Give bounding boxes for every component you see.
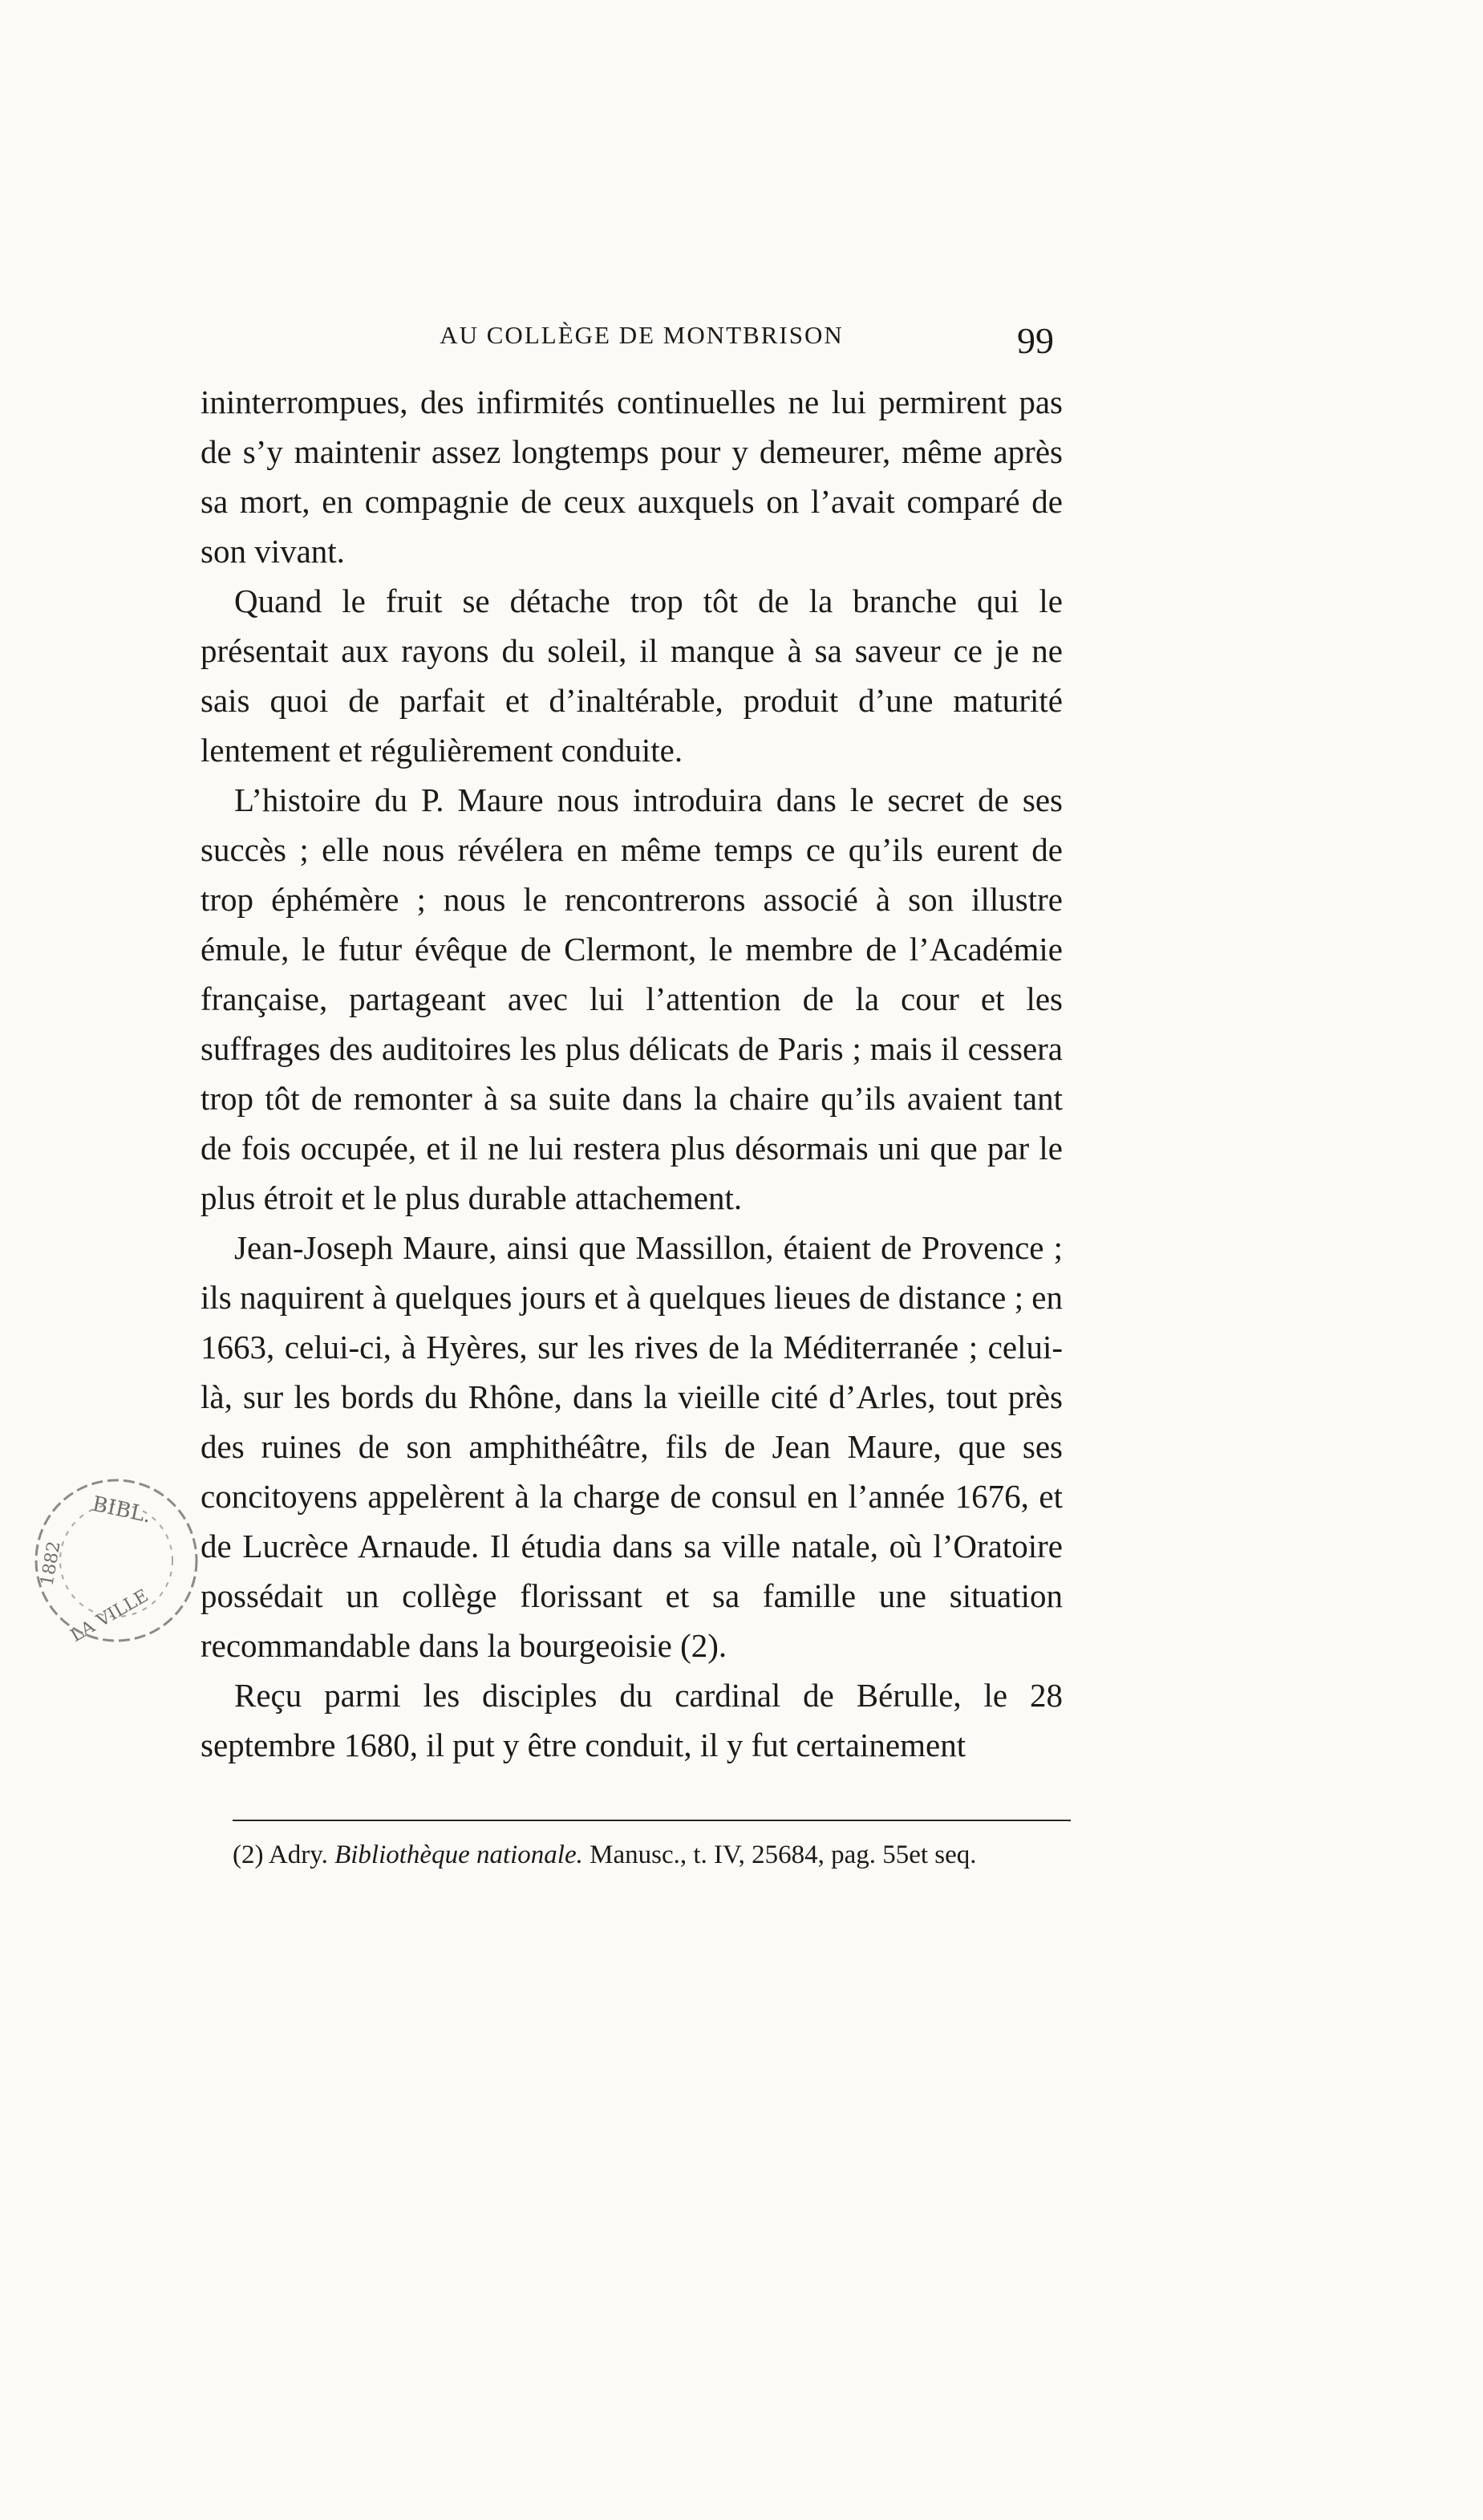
paragraph-3: L’histoire du P. Maure nous introduira dans le secret de ses succès ; elle nous révélera en même temps ce qu’ils eurent de trop éphémère ; nous le rencontrerons associé à son illustre émule, le futur évêque de Clermont, le membre de l’Académie française, partageant avec lui l’attention de la cour et les suffrages des auditoires les plus délicats de Paris ; mais il cessera trop tôt de remonter à sa suite dans la chaire qu’ils avaient tant de fois occupée, et il ne lui restera plus désormais uni que par le plus étroit et le plus durable attachement. xyxy=(201,781,1063,1216)
stamp-top-text: BIBL. xyxy=(90,1491,153,1528)
paragraph-1: ininterrompues, des infirmités continuelles ne lui permirent pas de s’y maintenir assez longtemps pour y demeurer, même après sa mort, en compagnie de ceux auxquels on l’avait comparé de son vivant. xyxy=(201,383,1063,570)
footnote xyxy=(233,1837,1071,1873)
footnote-reference: Manusc., t. IV, 25684, pag. 55et seq. xyxy=(590,1840,977,1869)
library-stamp-icon xyxy=(24,1468,209,1653)
footnote-marker: (2) Adry. xyxy=(233,1840,328,1869)
body-text xyxy=(201,377,1063,1770)
paragraph-5: Reçu parmi les disciples du cardinal de Bérulle, le 28 septembre 1680, il put y être conduit, il y fut certainement xyxy=(201,1677,1063,1763)
page-number: 99 xyxy=(1017,320,1054,361)
footnote-source-title: Bibliothèque nationale. xyxy=(334,1840,583,1869)
stamp-side-text: 1882 xyxy=(37,1540,65,1588)
running-title: AU COLLÈGE DE MONTBRISON xyxy=(440,321,844,349)
paragraph-4: Jean-Joseph Maure, ainsi que Massillon, étaient de Provence ; ils naquirent à quelques jours et à quelques lieues de distance ; en 1663, celui-ci, à Hyères, sur les rives de la Méditerranée ; celui-là, sur les bords du Rhône, dans la vieille cité d’Arles, tout près des ruines de son amphithéâtre, fils de Jean Maure, que ses concitoyens appelèrent à la charge de consul en l’année 1676, et de Lucrèce Arnaude. Il étudia dans sa ville natale, où l’Oratoire possédait un collège florissant et sa famille une situation recommandable dans la bourgeoisie (2). xyxy=(201,1229,1063,1664)
paragraph-2: Quand le fruit se détache trop tôt de la branche qui le présentait aux rayons du soleil, il manque à sa saveur ce je ne sais quoi de parfait et d’inaltérable, produit d’une maturité lentement et régulièrement conduite. xyxy=(201,582,1063,769)
stamp-bottom-text: LA VILLE xyxy=(67,1585,152,1647)
footnote-divider xyxy=(233,1820,1071,1821)
